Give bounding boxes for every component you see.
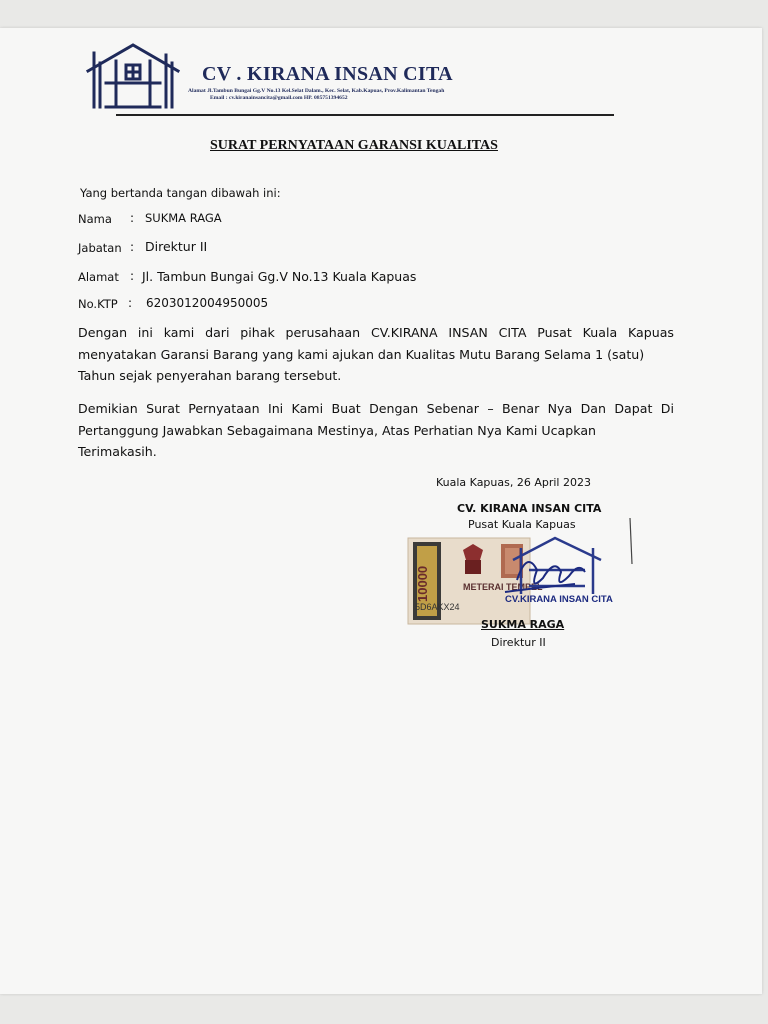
paragraph-closing [78,398,674,463]
paragraph-guarantee-end: Tahun sejak penyerahan barang tersebut. [78,368,342,383]
paragraph-guarantee [78,322,674,387]
place-date: Kuala Kapuas, 26 April 2023 [436,476,591,489]
field-label-alamat: Alamat [78,270,119,284]
signer-position: Direktur II [491,636,546,649]
house-logo-icon [86,41,180,111]
field-colon: : [128,296,133,310]
field-label-jabatan: Jabatan [78,241,122,255]
company-stamp-text: CV.KIRANA INSAN CITA [505,594,613,605]
signature-branch: Pusat Kuala Kapuas [468,518,576,531]
letter-title: SURAT PERNYATAAN GARANSI KUALITAS [210,138,498,153]
field-value-ktp: 6203012004950005 [146,296,269,310]
field-value-nama: SUKMA RAGA [145,211,222,225]
signer-name: SUKMA RAGA [481,618,565,631]
company-name: CV . KIRANA INSAN CITA [202,63,453,85]
meterai-value: 10000 [415,565,430,602]
company-contact: Email : cv.kiranainsancita@gmail.com HP. 085751394652 [210,95,348,101]
field-colon: : [130,211,135,225]
paragraph-closing-end: Terimakasih. [78,444,157,459]
meterai-stamp-signature [405,530,637,626]
intro-text: Yang bertanda tangan dibawah ini: [80,186,281,200]
field-colon: : [130,240,135,254]
field-colon: : [130,269,135,283]
meterai-label: METERAI TEMPEL [463,582,543,592]
header-divider [116,114,614,116]
pen-mark [628,518,634,566]
company-address: Alamat Jl.Tambun Bungai Gg.V No.13 Kel.Selat Dalam., Kec. Selat, Kab.Kapuas, Prov.Kalimantan Tengah [188,88,445,94]
field-value-jabatan: Direktur II [145,239,208,254]
paragraph-guarantee-body: Dengan ini kami dari pihak perusahaan CV.KIRANA INSAN CITA Pusat Kuala Kapuas menyatakan Garansi Barang yang kami ajukan dan Kualitas Mutu Barang Selama 1 (satu) [78,325,674,362]
meterai-stamp-icon [408,538,543,624]
field-label-ktp: No.KTP [78,297,118,311]
paragraph-closing-body: Demikian Surat Pernyataan Ini Kami Buat Dengan Sebenar – Benar Nya Dan Dapat Di Pertanggung Jawabkan Sebagaimana Mestinya, Atas Perhatian Nya Kami Ucapkan [78,401,674,438]
document-page [0,28,762,994]
field-value-alamat: Jl. Tambun Bungai Gg.V No.13 Kuala Kapuas [142,269,417,284]
signature-company: CV. KIRANA INSAN CITA [457,502,602,515]
meterai-code: 5D6AKX24 [415,602,460,612]
field-label-nama: Nama [78,212,112,226]
